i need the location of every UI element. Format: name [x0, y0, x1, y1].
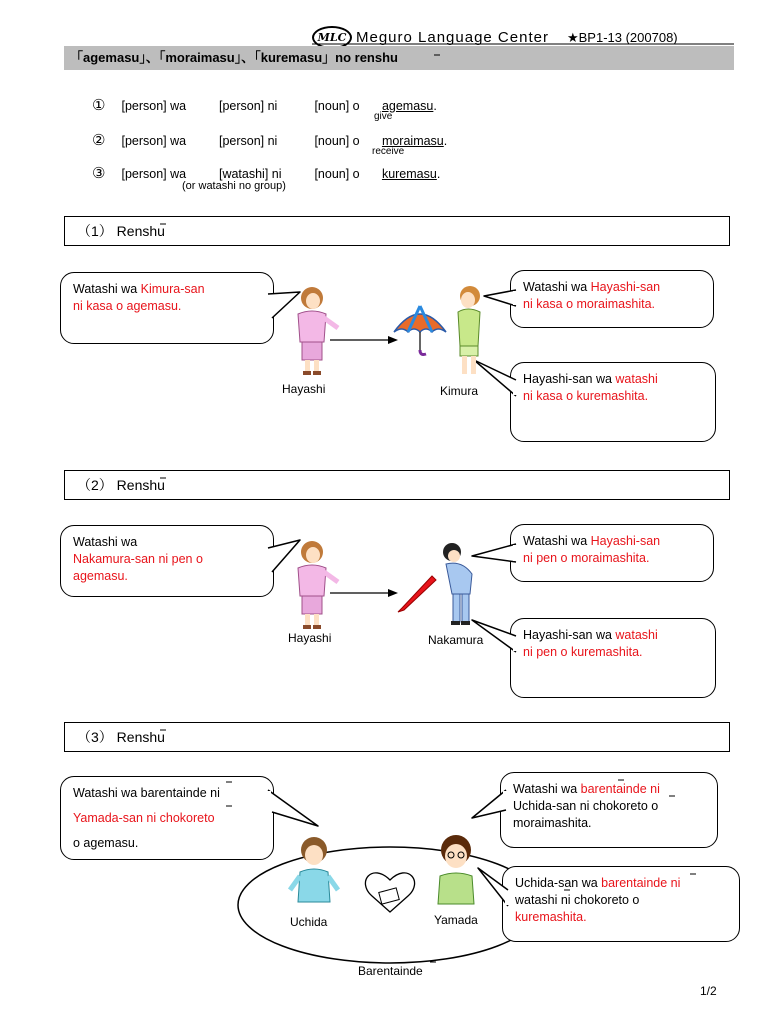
section-2-receiver-label: Nakamura [428, 633, 484, 647]
umbrella-icon [394, 306, 446, 355]
section-3-right-top-bubble: Watashi wa barentainde ni Uchida-san ni chokoreto o moraimashita. [500, 772, 718, 848]
pen-icon [398, 576, 436, 612]
section-1-giver-label: Hayashi [282, 382, 326, 396]
bubble-tail [478, 868, 508, 906]
bubble-tail [472, 544, 516, 562]
chocolate-gift-icon [365, 873, 414, 912]
man-yamada-icon [438, 835, 474, 904]
gloss-receive: receive [372, 146, 405, 157]
arrow-icon [330, 336, 398, 344]
page-title: 「agemasu」、「moraimasu」、「kuremasu」no renshu [64, 46, 734, 70]
bubble-tail [472, 620, 516, 652]
section-3-left-bubble: Watashi wa barentainde ni Yamada-san ni chokoreto o agemasu. [60, 776, 274, 860]
gloss-give: give [374, 111, 393, 122]
woman-hayashi-icon [298, 287, 338, 375]
section-3-receiver-label: Yamada [434, 913, 478, 927]
section-1-right-bottom-bubble: Hayashi-san wa watashi ni kasa o kuremashita. [510, 362, 716, 442]
section-2-right-bottom-bubble: Hayashi-san wa watashi ni pen o kuremashita. [510, 618, 716, 698]
bubble-tail [474, 360, 516, 396]
section-2-left-bubble: Watashi wa Nakamura-san ni pen o agemasu. [60, 525, 274, 597]
pattern-3: ③ [person] wa [watashi] ni [noun] o kuremasu. [92, 165, 441, 182]
section-1-right-top-bubble: Watashi wa Hayashi-san ni kasa o moraimashita. [510, 270, 714, 328]
pattern-1: ① [person] wa [person] ni [noun] o agemasu. [92, 97, 437, 114]
bubble-tail [268, 790, 318, 826]
man-nakamura-icon [443, 543, 472, 625]
section-3-right-bottom-bubble: Uchida-san wa barentainde ni watashi ni chokoreto o kuremashita. [502, 866, 740, 942]
woman-uchida-icon [290, 837, 338, 902]
section-2-right-top-bubble: Watashi wa Hayashi-san ni pen o moraimashita. [510, 524, 714, 582]
arrow-icon [330, 589, 398, 597]
section-1-receiver-label: Kimura [440, 384, 479, 398]
bubble-tail [472, 790, 506, 818]
section-1-left-bubble: Watashi wa Kimura-san ni kasa o agemasu. [60, 272, 274, 344]
woman-hayashi-icon [298, 541, 338, 629]
page-number: 1/2 [700, 984, 717, 998]
section-3-giver-label: Uchida [290, 915, 328, 929]
bubble-tail [268, 292, 300, 318]
bubble-tail [484, 290, 516, 306]
section-2-heading: （2） Renshu [64, 470, 730, 500]
section-3-event-label: Barentainde [358, 964, 423, 978]
section-2-giver-label: Hayashi [288, 631, 332, 645]
company-name: Meguro Language Center [356, 29, 549, 46]
pattern-2: ② [person] wa [person] ni [noun] o moraimasu. [92, 132, 448, 149]
pattern-3-note: (or watashi no group) [182, 180, 286, 192]
document-reference: ★BP1-13 (200708) [566, 29, 678, 45]
section-3-heading: （3） Renshu [64, 722, 730, 752]
section-1-heading: （1） Renshu [64, 216, 730, 246]
mlc-logo: MLC [312, 26, 352, 49]
bubble-tail [268, 540, 300, 572]
